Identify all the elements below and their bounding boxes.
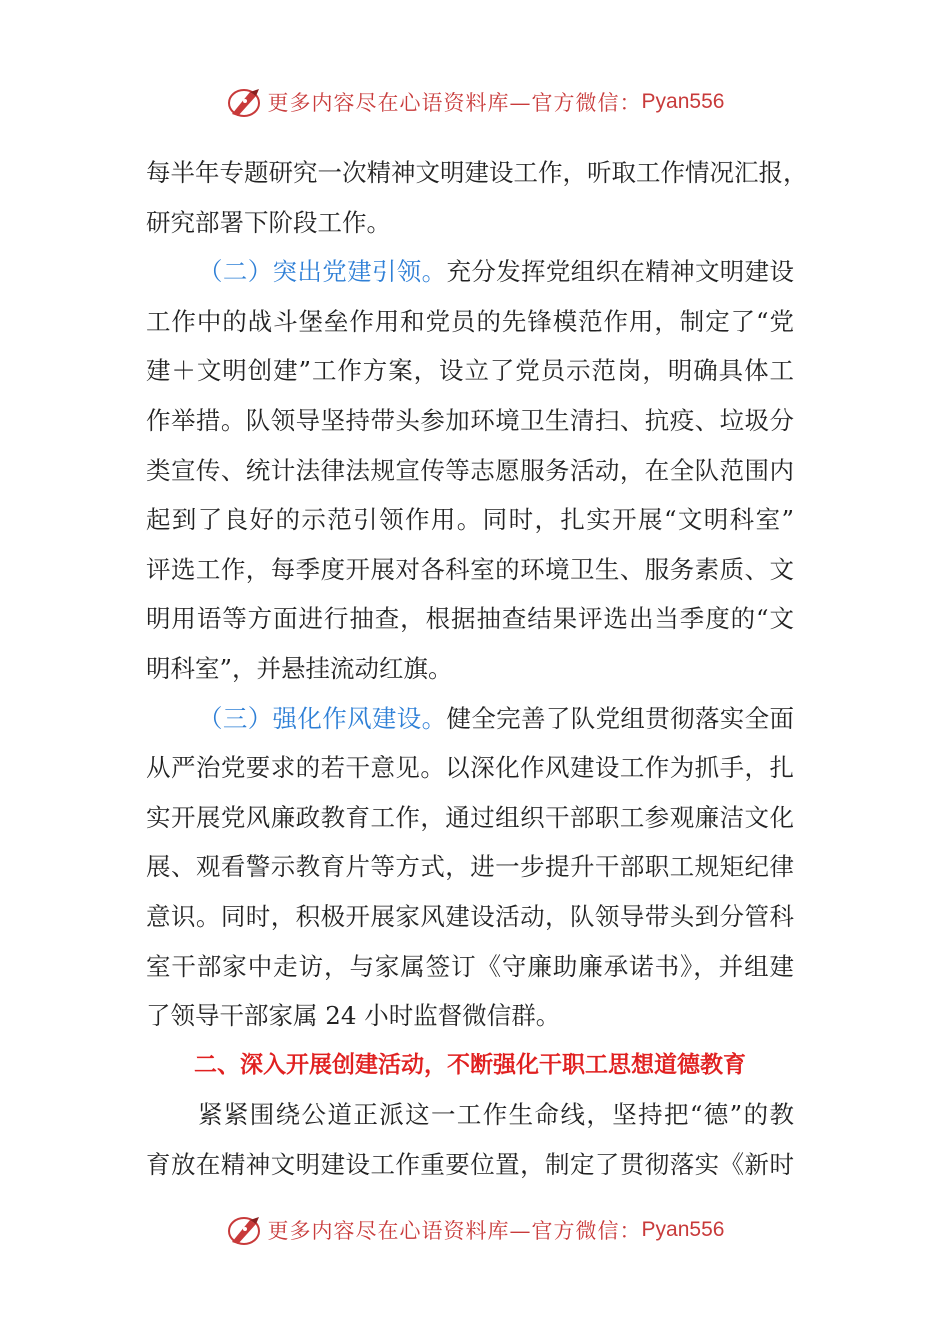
text-line: 作举措。队领导坚持带头参加环境卫生清扫、抗疫、垃圾分 [146, 405, 794, 435]
text-line: 研究部署下阶段工作。 [146, 207, 391, 237]
text-line: 从严治党要求的若干意见。以深化作风建设工作为抓手，扎 [146, 753, 794, 783]
paragraph-line [146, 694, 794, 744]
footer-banner [0, 1210, 950, 1250]
text-line: 育放在精神文明建设工作重要位置，制定了贯彻落实《新时 [146, 1149, 794, 1179]
paragraph-line [146, 247, 794, 297]
subheading-3: （三）强化作风建设。 [198, 703, 447, 733]
text-span: 充分发挥党组织在精神文明建设 [446, 257, 795, 287]
text-line: 起到了良好的示范引领作用。同时，扎实开展“文明科室” [146, 505, 794, 535]
text-span: 健全完善了队党组贯彻落实全面 [446, 703, 795, 733]
text-line: 实开展党风廉政教育工作，通过组织干部职工参观廉洁文化 [146, 802, 794, 832]
pen-nib-logo-icon [226, 86, 262, 118]
text-line: 明科室”，并悬挂流动红旗。 [146, 653, 453, 683]
text-line: 了领导干部家属 24 小时监督微信群。 [146, 1001, 561, 1031]
banner-wechat-id: Pyan556 [641, 90, 725, 113]
text-line: 建＋文明创建”工作方案，设立了党员示范岗，明确具体工 [146, 356, 794, 386]
pen-nib-logo-icon [226, 1214, 262, 1246]
subheading-2: （二）突出党建引领。 [198, 257, 447, 287]
section-heading: 二、深入开展创建活动，不断强化干职工思想道德教育 [194, 1051, 746, 1078]
document-body [146, 148, 808, 1189]
header-banner [0, 82, 950, 122]
text-line: 明用语等方面进行抽查，根据抽查结果评选出当季度的“文 [146, 604, 794, 634]
text-line: 室干部家中走访，与家属签订《守廉助廉承诺书》，并组建 [146, 951, 794, 981]
text-line: 紧紧围绕公道正派这一工作生命线，坚持把“德”的教 [198, 1100, 794, 1130]
banner-wechat-id: Pyan556 [641, 1218, 725, 1241]
text-line: 评选工作，每季度开展对各科室的环境卫生、服务素质、文 [146, 554, 794, 584]
text-line: 每半年专题研究一次精神文明建设工作，听取工作情况汇报， [146, 158, 808, 187]
banner-text: 更多内容尽在心语资料库—官方微信： [267, 1219, 642, 1243]
text-line: 意识。同时，积极开展家风建设活动，队领导带头到分管科 [146, 901, 794, 931]
text-line: 工作中的战斗堡垒作用和党员的先锋模范作用，制定了“党 [146, 306, 794, 336]
banner-text: 更多内容尽在心语资料库—官方微信： [267, 91, 642, 115]
text-line: 展、观看警示教育片等方式，进一步提升干部职工规矩纪律 [146, 852, 794, 882]
text-line: 类宣传、统计法律法规宣传等志愿服务活动，在全队范围内 [146, 455, 794, 485]
